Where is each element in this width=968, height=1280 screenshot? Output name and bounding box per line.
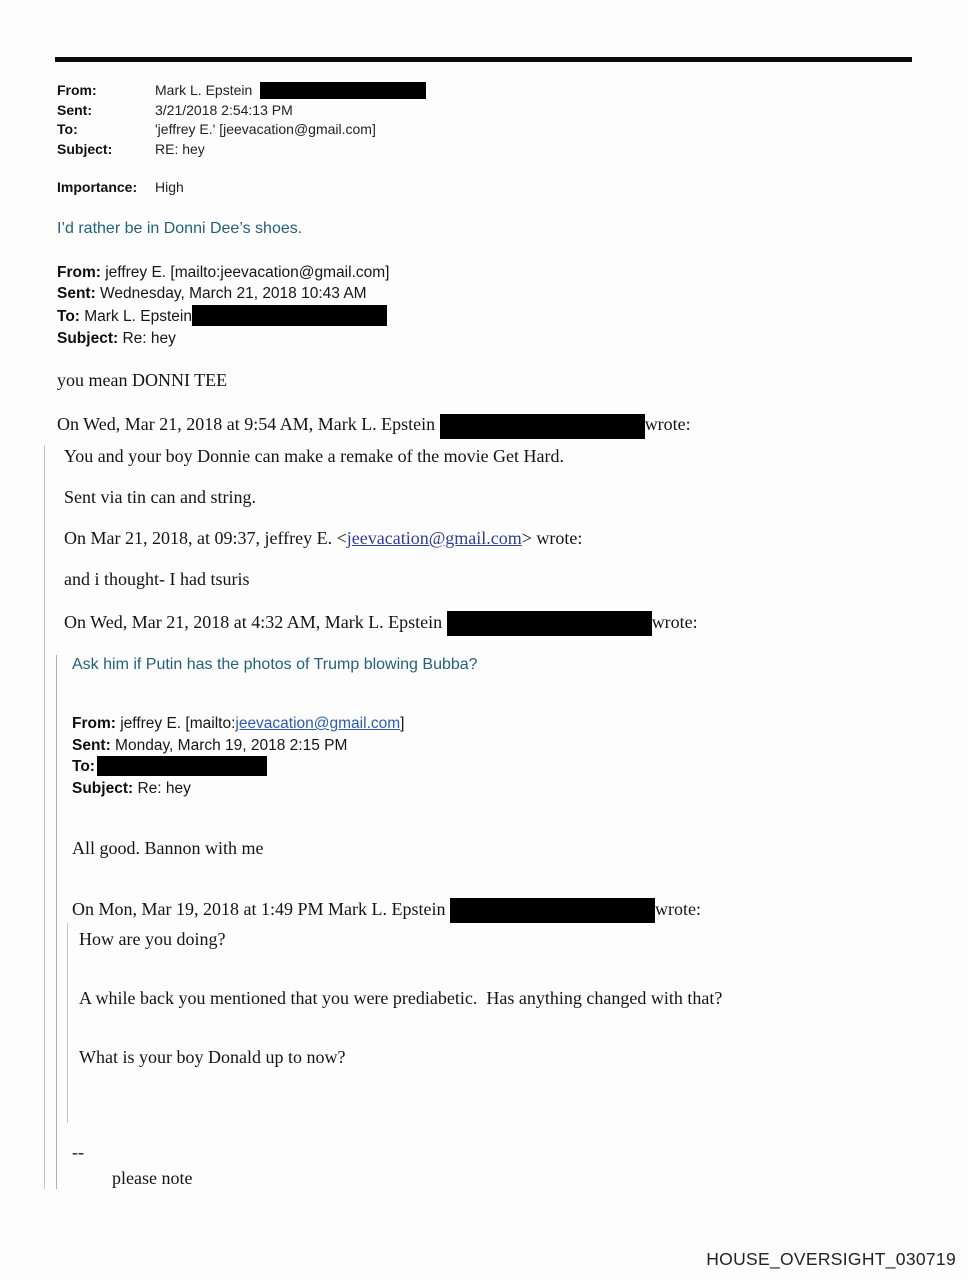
- reply-message-text: you mean DONNI TEE: [57, 370, 228, 391]
- redaction-bar: [447, 611, 652, 636]
- quoted-to-row: [57, 305, 918, 328]
- email-link[interactable]: jeevacation@gmail.com: [346, 527, 522, 548]
- attribution-suffix: wrote:: [651, 611, 698, 632]
- from-label: From:: [57, 82, 97, 98]
- to-value: Mark L. Epstein: [79, 307, 192, 325]
- quoted-subject-row: [57, 328, 918, 350]
- quoted-message-text: and i thought- I had tsuris: [64, 568, 250, 589]
- email-header-block: [57, 81, 918, 198]
- redaction-bar: [450, 898, 655, 923]
- attribution-prefix: On Mar 21, 2018, at 09:37, jeffrey E. <: [64, 527, 347, 548]
- importance-value: High: [155, 179, 184, 195]
- quoted-header-block-2: [72, 713, 918, 799]
- quote-attribution-line: [64, 527, 918, 549]
- to-label: To:: [57, 307, 80, 325]
- signature-note: please note: [112, 1168, 193, 1189]
- header-row-from: [57, 81, 918, 101]
- from-label: From:: [57, 263, 101, 281]
- bates-number: HOUSE_OVERSIGHT_030719: [706, 1249, 956, 1269]
- sent-label: Sent:: [57, 101, 92, 118]
- sent-value: 3/21/2018 2:54:13 PM: [155, 101, 293, 118]
- attribution-prefix: On Wed, Mar 21, 2018 at 4:32 AM, Mark L. Epstein: [64, 611, 447, 632]
- redaction-bar: [192, 305, 387, 326]
- quoted-from-row: [57, 262, 918, 284]
- subject-value: Re: hey: [118, 329, 176, 347]
- attribution-prefix: On Mon, Mar 19, 2018 at 1:49 PM Mark L. Epstein: [72, 899, 450, 920]
- sent-label: Sent:: [72, 736, 111, 754]
- from-value-pre: jeffrey E. [mailto:: [115, 715, 236, 733]
- attribution-suffix: wrote:: [644, 414, 691, 435]
- quoted-sent-row: [57, 283, 918, 305]
- quoted-subject-row: [72, 778, 918, 800]
- attribution-suffix: > wrote:: [521, 527, 583, 548]
- header-row-to: [57, 120, 918, 140]
- header-row-sent: [57, 101, 918, 121]
- to-label: To:: [72, 758, 95, 776]
- quoted-message-text: All good. Bannon with me: [72, 838, 264, 859]
- subject-label: Subject:: [57, 140, 113, 157]
- from-value: [155, 81, 918, 101]
- header-row-subject: [57, 140, 918, 160]
- subject-value: Re: hey: [133, 779, 191, 797]
- sent-value: Wednesday, March 21, 2018 10:43 AM: [95, 285, 367, 303]
- subject-label: Subject:: [72, 779, 134, 797]
- quoted-message-text: Sent via tin can and string.: [64, 486, 256, 507]
- quote-level-3: [67, 923, 918, 1123]
- subject-label: Subject:: [57, 329, 119, 347]
- redaction-bar: [260, 82, 426, 99]
- sent-value: Monday, March 19, 2018 2:15 PM: [110, 736, 348, 754]
- quoted-header-block-1: [57, 262, 918, 350]
- quoted-sent-row: [72, 735, 918, 757]
- sent-label: Sent:: [57, 285, 96, 303]
- redaction-bar: [440, 414, 645, 439]
- subject-value: RE: hey: [155, 140, 205, 157]
- reply-message-text: Ask him if Putin has the photos of Trump blowing Bubba?: [72, 656, 478, 674]
- from-label: From:: [72, 715, 116, 733]
- quote-attribution-line: [57, 411, 918, 438]
- quoted-message-text: What is your boy Donald up to now?: [79, 1047, 346, 1068]
- quoted-to-row: [72, 756, 918, 778]
- quoted-from-row: [72, 713, 918, 735]
- quote-level-1: [44, 445, 918, 1190]
- quote-level-2: [56, 655, 918, 1189]
- quoted-message-text: You and your boy Donnie can make a remake of the movie Get Hard.: [64, 445, 565, 466]
- reply-message-text: I’d rather be in Donni Dee’s shoes.: [57, 219, 303, 237]
- redaction-bar: [97, 756, 267, 776]
- email-link[interactable]: jeevacation@gmail.com: [235, 715, 401, 733]
- quote-attribution-line: [64, 609, 918, 636]
- header-divider-rule: [55, 57, 912, 62]
- from-value: jeffrey E. [mailto:jeevacation@gmail.com]: [100, 263, 390, 281]
- importance-label: Importance:: [57, 179, 138, 195]
- attribution-prefix: On Wed, Mar 21, 2018 at 9:54 AM, Mark L. Epstein: [57, 414, 440, 435]
- to-value: 'jeffrey E.' [jeevacation@gmail.com]: [155, 121, 376, 137]
- quoted-message-text: A while back you mentioned that you were prediabetic. Has anything changed with that?: [79, 988, 723, 1009]
- from-name: Mark L. Epstein: [155, 82, 253, 98]
- signature-separator: --: [72, 1142, 84, 1163]
- quoted-message-text: How are you doing?: [79, 929, 226, 950]
- quote-attribution-line: [72, 896, 918, 923]
- header-row-importance: [57, 178, 918, 198]
- attribution-suffix: wrote:: [654, 899, 701, 920]
- from-value-post: ]: [400, 715, 405, 733]
- to-label: To:: [57, 121, 78, 137]
